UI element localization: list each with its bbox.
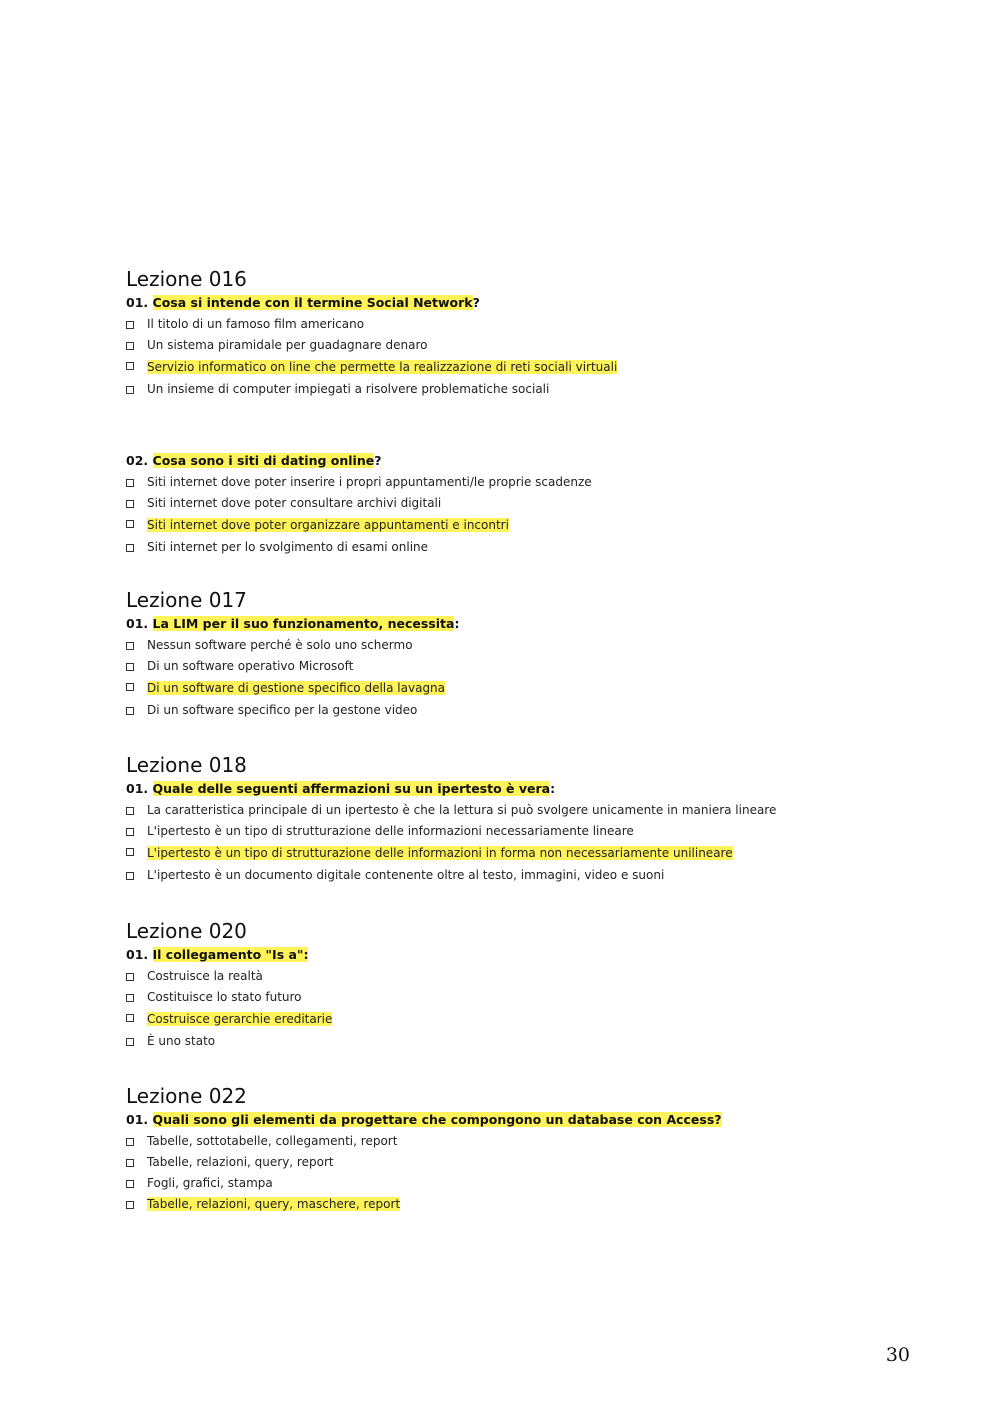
answer-option[interactable] xyxy=(126,314,886,335)
lesson-title: Lezione 022 xyxy=(126,1084,247,1108)
question-text: Quale delle seguenti affermazioni su un ipertesto è vera xyxy=(152,781,551,796)
question xyxy=(126,778,886,800)
checkbox-icon[interactable] xyxy=(126,1014,134,1022)
option-text: Siti internet dove poter consultare archivi digitali xyxy=(147,496,442,510)
checkbox-icon[interactable] xyxy=(126,386,134,394)
option-text: Siti internet dove poter organizzare appuntamenti e incontri xyxy=(147,518,509,532)
option-text: L'ipertesto è un documento digitale contenente oltre al testo, immagini, video e suoni xyxy=(147,868,665,882)
question-text: Cosa si intende con il termine Social Network xyxy=(152,295,473,310)
option-text: Di un software di gestione specifico della lavagna xyxy=(147,681,446,695)
checkbox-icon[interactable] xyxy=(126,994,134,1002)
checkbox-icon[interactable] xyxy=(126,544,134,552)
answer-option[interactable] xyxy=(126,537,886,558)
answer-option[interactable] xyxy=(126,656,886,677)
option-text: Un sistema piramidale per guadagnare denaro xyxy=(147,338,428,352)
checkbox-icon[interactable] xyxy=(126,707,134,715)
answer-option-correct[interactable] xyxy=(126,1008,886,1031)
answer-option[interactable] xyxy=(126,493,886,514)
checkbox-icon[interactable] xyxy=(126,1159,134,1167)
answer-option[interactable] xyxy=(126,1173,886,1194)
checkbox-icon[interactable] xyxy=(126,807,134,815)
lesson-title: Lezione 017 xyxy=(126,588,247,612)
option-text: Tabelle, relazioni, query, maschere, report xyxy=(147,1197,401,1211)
answer-option[interactable] xyxy=(126,472,886,493)
lesson-022 xyxy=(126,1083,886,1215)
answer-option-correct[interactable] xyxy=(126,842,886,865)
question xyxy=(126,450,886,472)
option-text: L'ipertesto è un tipo di strutturazione delle informazioni in forma non necessariamente unilineare xyxy=(147,846,733,860)
option-text: Un insieme di computer impiegati a risolvere problematiche sociali xyxy=(147,382,550,396)
question-number: 01. xyxy=(126,947,149,962)
question xyxy=(126,1109,886,1131)
option-text: Costituisce lo stato futuro xyxy=(147,990,302,1004)
answer-option[interactable] xyxy=(126,821,886,842)
checkbox-icon[interactable] xyxy=(126,1138,134,1146)
lesson-020 xyxy=(126,918,886,1052)
lesson-title: Lezione 016 xyxy=(126,267,247,291)
option-text: Tabelle, sottotabelle, collegamenti, report xyxy=(147,1134,398,1148)
answer-option[interactable] xyxy=(126,700,886,721)
checkbox-icon[interactable] xyxy=(126,663,134,671)
question-number: 01. xyxy=(126,781,149,796)
checkbox-icon[interactable] xyxy=(126,342,134,350)
question-text: Quali sono gli elementi da progettare che compongono un database con Access? xyxy=(152,1112,722,1127)
option-text: Fogli, grafici, stampa xyxy=(147,1176,273,1190)
option-text: Di un software operativo Microsoft xyxy=(147,659,354,673)
answer-option[interactable] xyxy=(126,335,886,356)
checkbox-icon[interactable] xyxy=(126,479,134,487)
checkbox-icon[interactable] xyxy=(126,828,134,836)
answer-option[interactable] xyxy=(126,1152,886,1173)
answer-option[interactable] xyxy=(126,800,886,821)
lesson-title: Lezione 018 xyxy=(126,753,247,777)
answer-option[interactable] xyxy=(126,379,886,400)
answer-option-correct[interactable] xyxy=(126,677,886,700)
answer-option[interactable] xyxy=(126,1031,886,1052)
option-text: È uno stato xyxy=(147,1034,216,1048)
question-number: 01. xyxy=(126,616,149,631)
question xyxy=(126,613,886,635)
question-tail: : xyxy=(454,616,460,631)
question-text: La LIM per il suo funzionamento, necessita xyxy=(152,616,455,631)
option-text: L'ipertesto è un tipo di strutturazione delle informazioni necessariamente lineare xyxy=(147,824,634,838)
lesson-017 xyxy=(126,587,886,721)
option-text: Siti internet dove poter inserire i propri appuntamenti/le proprie scadenze xyxy=(147,475,592,489)
page-number: 30 xyxy=(885,1344,910,1366)
option-text: Costruisce gerarchie ereditarie xyxy=(147,1012,333,1026)
option-text: Siti internet per lo svolgimento di esami online xyxy=(147,540,429,554)
option-text: Di un software specifico per la gestone video xyxy=(147,703,418,717)
answer-option[interactable] xyxy=(126,966,886,987)
answer-option[interactable] xyxy=(126,865,886,886)
question-text: Cosa sono i siti di dating online xyxy=(152,453,375,468)
checkbox-icon[interactable] xyxy=(126,1038,134,1046)
option-text: Tabelle, relazioni, query, report xyxy=(147,1155,334,1169)
question-number: 01. xyxy=(126,295,149,310)
checkbox-icon[interactable] xyxy=(126,520,134,528)
checkbox-icon[interactable] xyxy=(126,848,134,856)
answer-option[interactable] xyxy=(126,1131,886,1152)
checkbox-icon[interactable] xyxy=(126,872,134,880)
option-text: Costruisce la realtà xyxy=(147,969,263,983)
checkbox-icon[interactable] xyxy=(126,321,134,329)
lesson-018 xyxy=(126,752,886,886)
option-text: Il titolo di un famoso film americano xyxy=(147,317,365,331)
answer-option[interactable] xyxy=(126,635,886,656)
spacer xyxy=(126,400,886,450)
lesson-016 xyxy=(126,266,886,558)
question-text: Il collegamento "Is a": xyxy=(152,947,309,962)
checkbox-icon[interactable] xyxy=(126,683,134,691)
option-text: Nessun software perché è solo uno schermo xyxy=(147,638,413,652)
question-tail: ? xyxy=(374,453,382,468)
answer-option-correct[interactable] xyxy=(126,1194,886,1215)
question-tail: ? xyxy=(472,295,480,310)
question xyxy=(126,944,886,966)
checkbox-icon[interactable] xyxy=(126,1201,134,1209)
checkbox-icon[interactable] xyxy=(126,362,134,370)
checkbox-icon[interactable] xyxy=(126,642,134,650)
checkbox-icon[interactable] xyxy=(126,973,134,981)
answer-option-correct[interactable] xyxy=(126,356,886,379)
lesson-title: Lezione 020 xyxy=(126,919,247,943)
checkbox-icon[interactable] xyxy=(126,1180,134,1188)
option-text: Servizio informatico on line che permette la realizzazione di reti sociali virtuali xyxy=(147,360,618,374)
question-number: 01. xyxy=(126,1112,149,1127)
option-text: La caratteristica principale di un ipertesto è che la lettura si può svolgere unicamente in maniera lineare xyxy=(147,803,777,817)
answer-option-correct[interactable] xyxy=(126,514,886,537)
question xyxy=(126,292,886,314)
question-number: 02. xyxy=(126,453,149,468)
checkbox-icon[interactable] xyxy=(126,500,134,508)
answer-option[interactable] xyxy=(126,987,886,1008)
question-tail: : xyxy=(550,781,556,796)
